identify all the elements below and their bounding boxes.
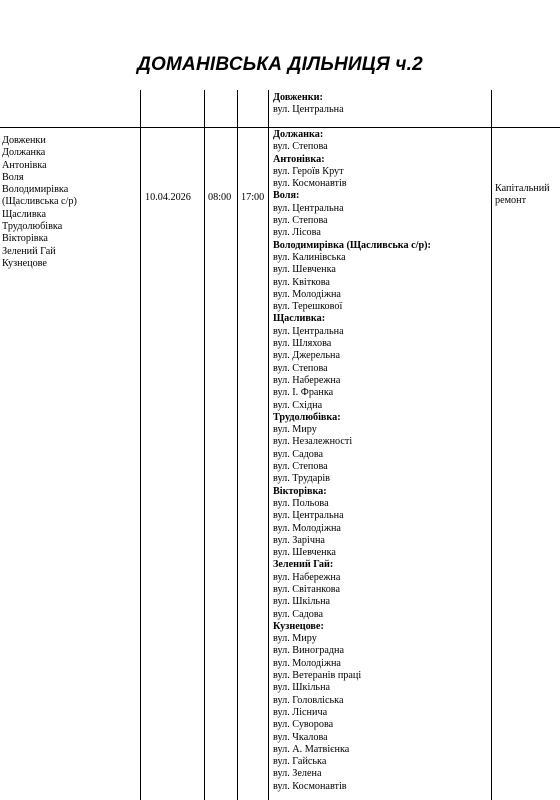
settlement-item: (Щасливська с/р) [2, 196, 77, 208]
address-street: вул. Садова [273, 448, 324, 460]
address-street: вул. Джерельна [273, 350, 340, 362]
address-street: вул. Миру [273, 424, 317, 436]
address-street: вул. Космонавтів [273, 178, 347, 190]
top-row-settlement: Довженки: [273, 92, 323, 103]
address-street: вул. Лісова [273, 227, 321, 239]
address-settlement-heading: Кузнецове: [273, 620, 324, 632]
address-street: вул. Незалежності [273, 436, 353, 448]
address-street: вул. Центральна [273, 325, 344, 337]
address-street: вул. Космонавтів [273, 780, 347, 792]
address-settlement-heading: Вікторівка: [273, 485, 327, 497]
col-divider [140, 90, 141, 800]
settlement-item: Вікторівка [2, 233, 48, 245]
date-cell: 10.04.2026 [145, 192, 191, 203]
top-row-street: вул. Центральна [273, 104, 344, 115]
settlement-item: Антонівка [2, 159, 47, 171]
address-street: вул. Степова [273, 141, 328, 153]
address-street: вул. Центральна [273, 510, 344, 522]
address-street: вул. Виноградна [273, 645, 345, 657]
address-street: вул. Лісничa [273, 706, 328, 718]
settlement-item: Довженки [2, 135, 46, 146]
settlement-item: Зелений Гай [2, 245, 56, 257]
address-street: вул. Зелена [273, 768, 322, 780]
settlement-item: Трудолюбівка [2, 221, 63, 233]
address-street: вул. Калинівська [273, 251, 346, 263]
address-settlement-heading: Зелений Гай: [273, 559, 334, 571]
address-settlement-heading: Должанка: [273, 129, 324, 140]
address-settlement-heading: Володимирівка (Щасливська с/р): [273, 239, 431, 251]
address-street: вул. І. Франка [273, 387, 334, 399]
address-street: вул. Суворова [273, 719, 334, 731]
row-divider [140, 127, 560, 128]
address-street: вул. Молодіжна [273, 288, 341, 300]
address-street: вул. Миру [273, 633, 317, 645]
address-settlement-heading: Щасливка: [273, 313, 326, 325]
address-street: вул. Степова [273, 461, 328, 473]
address-street: вул. Трударів [273, 473, 330, 485]
settlement-item: Должанка [2, 147, 46, 159]
address-street: вул. Шевченка [273, 264, 336, 276]
address-street: вул. Степова [273, 215, 328, 227]
time-to-cell: 17:00 [241, 192, 265, 203]
address-street: вул. Шевченка [273, 547, 336, 559]
address-street: вул. Гайська [273, 756, 327, 768]
col-divider [491, 90, 492, 800]
address-street: вул. Ветеранів праці [273, 670, 362, 682]
address-street: вул. Східна [273, 399, 323, 411]
col-divider [204, 90, 205, 800]
address-street: вул. Молодіжна [273, 657, 341, 669]
address-settlement-heading: Трудолюбівка: [273, 411, 341, 423]
address-street: вул. Зарічна [273, 534, 325, 546]
col-divider [268, 90, 269, 800]
address-street: вул. Терешкової [273, 301, 343, 313]
address-street: вул. Садова [273, 608, 324, 620]
settlement-item: Воля [2, 171, 24, 183]
address-street: вул. Шкільна [273, 682, 331, 694]
settlements-cell [2, 135, 138, 270]
address-street: вул. Героїв Крут [273, 165, 344, 177]
address-street: вул. Шляхова [273, 338, 332, 350]
col-divider [237, 90, 238, 800]
page-title: ДОМАНІВСЬКА ДІЛЬНИЦЯ ч.2 [137, 54, 423, 75]
settlement-item: Володимирівка [2, 184, 69, 196]
address-street: вул. Польова [273, 497, 329, 509]
address-settlement-heading: Антонівка: [273, 153, 325, 165]
time-from-cell: 08:00 [208, 192, 232, 203]
address-street: вул. Набережна [273, 571, 341, 583]
row-divider-left [0, 127, 140, 128]
address-street: вул. Молодіжна [273, 522, 341, 534]
address-street: вул. Головліська [273, 694, 344, 706]
settlement-item: Щасливка [2, 208, 46, 220]
addresses-cell [273, 129, 489, 793]
address-street: вул. Степова [273, 362, 328, 374]
address-street: вул. А. Матвієнка [273, 743, 350, 755]
address-street: вул. Центральна [273, 202, 344, 214]
address-street: вул. Шкільна [273, 596, 331, 608]
address-street: вул. Чкалова [273, 731, 328, 743]
settlement-item: Кузнецове [2, 257, 47, 269]
address-settlement-heading: Воля: [273, 190, 300, 202]
address-street: вул. Світанкова [273, 583, 340, 595]
address-street: вул. Набережна [273, 374, 341, 386]
address-street: вул. Квіткова [273, 276, 330, 288]
work-type-cell: Капітальний ремонт [495, 183, 550, 207]
